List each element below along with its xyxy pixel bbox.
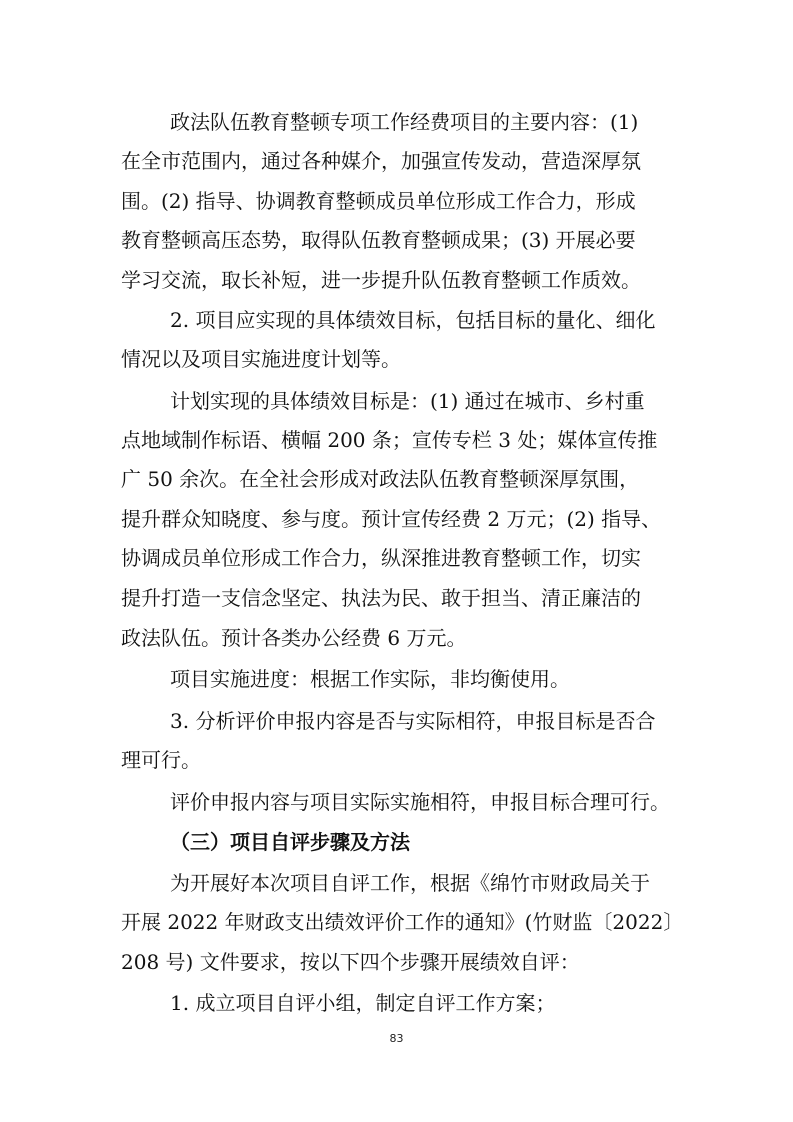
paragraph-line: 计划实现的具体绩效目标是：(1) 通过在城市、乡村重 <box>170 389 645 413</box>
page-number: 83 <box>389 1032 404 1045</box>
paragraph-line: 在全市范围内，通过各种媒介，加强宣传发动，营造深厚氛 <box>121 149 641 173</box>
paragraph-line: 协调成员单位形成工作合力，纵深推进教育整顿工作，切实 <box>121 546 641 570</box>
paragraph-line: 情况以及项目实施进度计划等。 <box>121 347 401 371</box>
paragraph-line: 2. 项目应实现的具体绩效目标，包括目标的量化、细化 <box>170 308 656 332</box>
paragraph-line: 208 号) 文件要求，按以下四个步骤开展绩效自评： <box>121 950 580 974</box>
paragraph-line: 为开展好本次项目自评工作，根据《绵竹市财政局关于 <box>170 871 650 895</box>
paragraph-line: 点地域制作标语、横幅 200 条；宣传专栏 3 处；媒体宣传推 <box>121 428 658 452</box>
paragraph-line: 教育整顿高压态势，取得队伍教育整顿成果；(3) 开展必要 <box>121 228 636 252</box>
paragraph-line: 3. 分析评价申报内容是否与实际相符，申报目标是否合 <box>170 709 656 733</box>
paragraph-line: 提升群众知晓度、参与度。预计宣传经费 2 万元；(2) 指导、 <box>121 507 662 531</box>
paragraph-line: 1. 成立项目自评小组，制定自评工作方案； <box>170 991 556 1015</box>
paragraph-line: 开展 2022 年财政支出绩效评价工作的通知》(竹财监〔2022〕 <box>121 910 684 934</box>
paragraph-line: 理可行。 <box>121 748 201 772</box>
section-heading: （三）项目自评步骤及方法 <box>170 830 410 854</box>
paragraph-line: 政法队伍。预计各类办公经费 6 万元。 <box>121 626 467 650</box>
paragraph-line: 广 50 余次。在全社会形成对政法队伍教育整顿深厚氛围， <box>121 467 640 491</box>
paragraph-line: 提升打造一支信念坚定、执法为民、敢于担当、清正廉洁的 <box>121 586 641 610</box>
paragraph-line: 围。(2) 指导、协调教育整顿成员单位形成工作合力，形成 <box>121 189 636 213</box>
paragraph-line: 评价申报内容与项目实际实施相符，申报目标合理可行。 <box>170 790 670 814</box>
paragraph-line: 项目实施进度：根据工作实际，非均衡使用。 <box>170 667 570 691</box>
paragraph-line: 政法队伍教育整顿专项工作经费项目的主要内容：(1) <box>170 110 639 134</box>
paragraph-line: 学习交流，取长补短，进一步提升队伍教育整顿工作质效。 <box>121 268 641 292</box>
